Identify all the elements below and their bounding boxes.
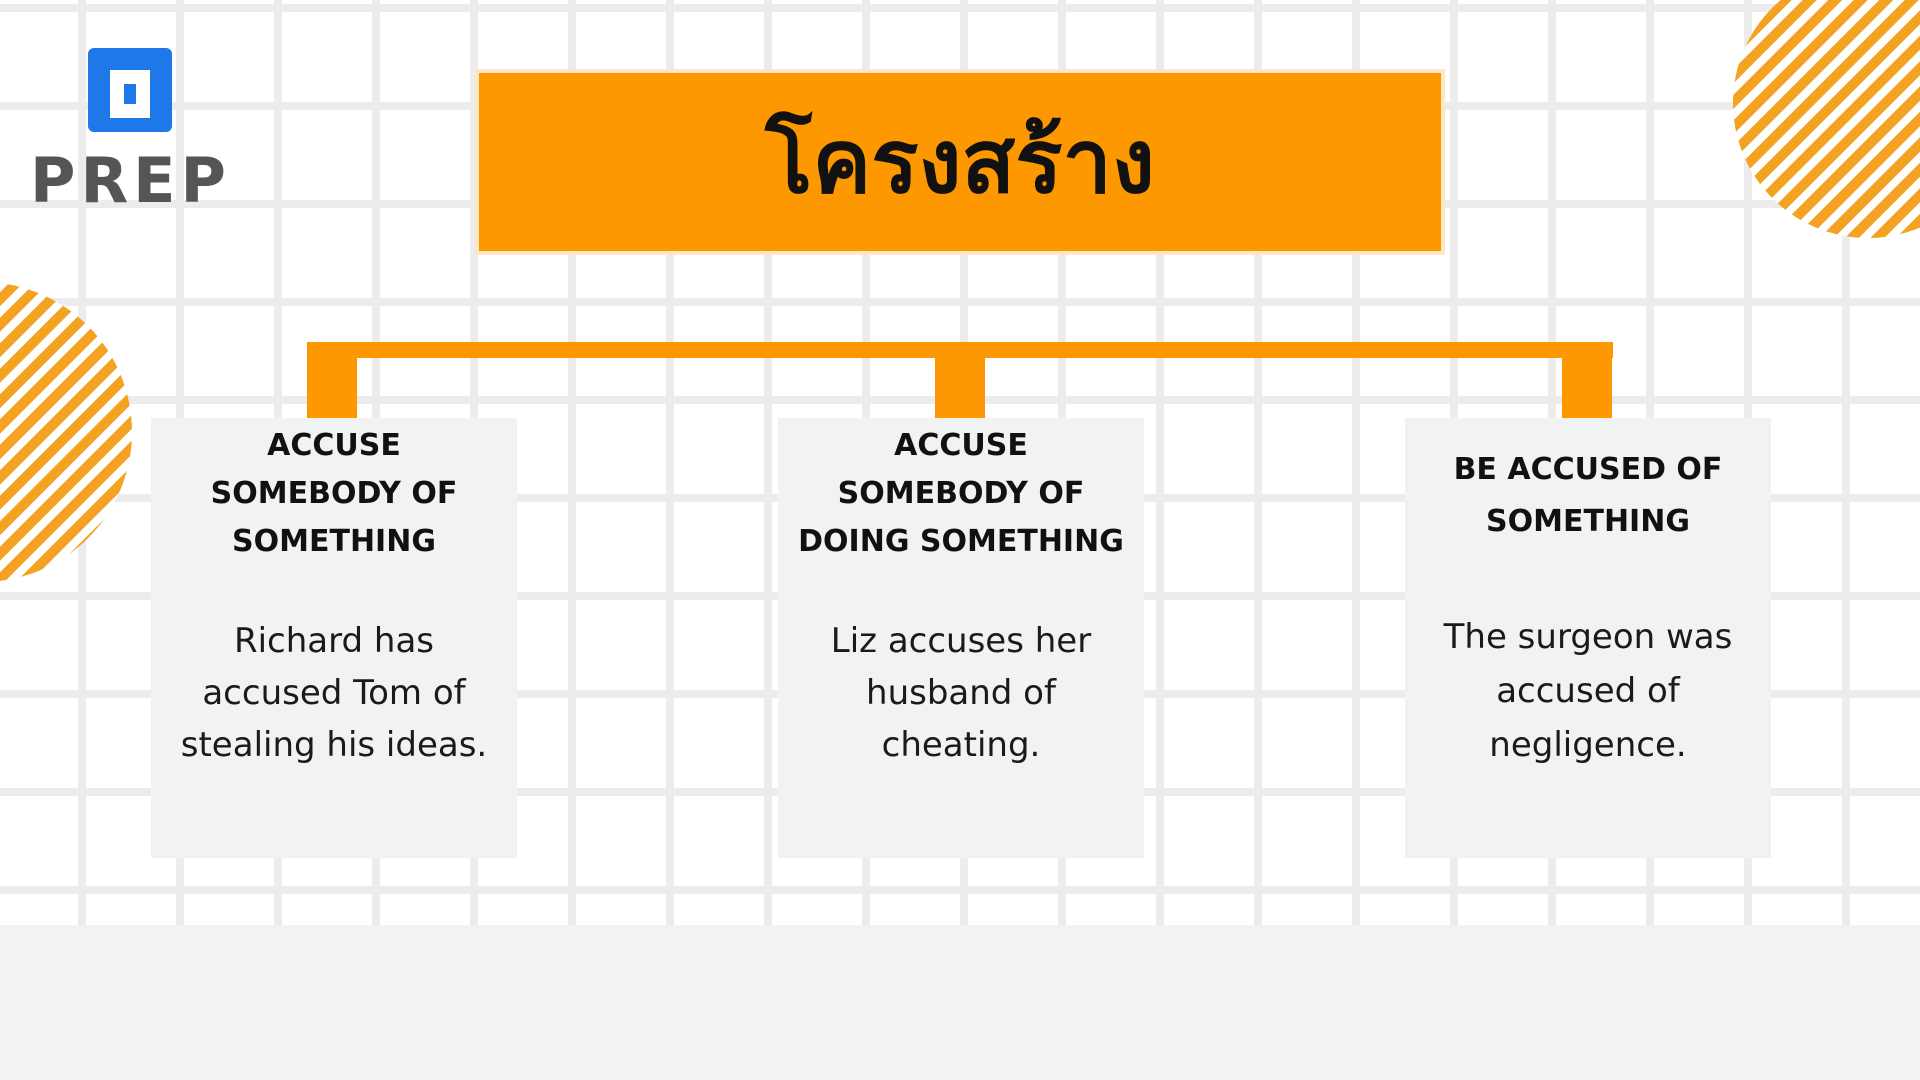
prep-logo	[30, 48, 230, 218]
bottom-band	[0, 925, 1920, 1080]
structure-heading: ACCUSE SOMEBODY OF DOING SOMETHING	[798, 428, 1124, 559]
prep-logo-icon	[88, 48, 172, 132]
page-title: โครงสร้าง	[765, 110, 1155, 213]
structure-example: Liz accuses her husband of cheating.	[830, 621, 1092, 765]
structure-card-be-accused-of-something	[1405, 418, 1771, 858]
structure-card-accuse-somebody-of-something	[151, 418, 517, 858]
connector-to-card-3	[1562, 342, 1612, 422]
structure-heading: BE ACCUSED OF SOMETHING	[1453, 452, 1723, 539]
title-banner	[479, 73, 1441, 251]
connector-to-card-1	[307, 342, 357, 422]
structure-card-accuse-somebody-of-doing-something	[778, 418, 1144, 858]
structure-example: The surgeon was accused of negligence.	[1443, 617, 1733, 765]
structure-example: Richard has accused Tom of stealing his ideas.	[180, 621, 488, 765]
logo-wordmark: PREP	[30, 144, 231, 217]
structure-heading: ACCUSE SOMEBODY OF SOMETHING	[210, 428, 458, 559]
connector-to-card-2	[935, 342, 985, 422]
